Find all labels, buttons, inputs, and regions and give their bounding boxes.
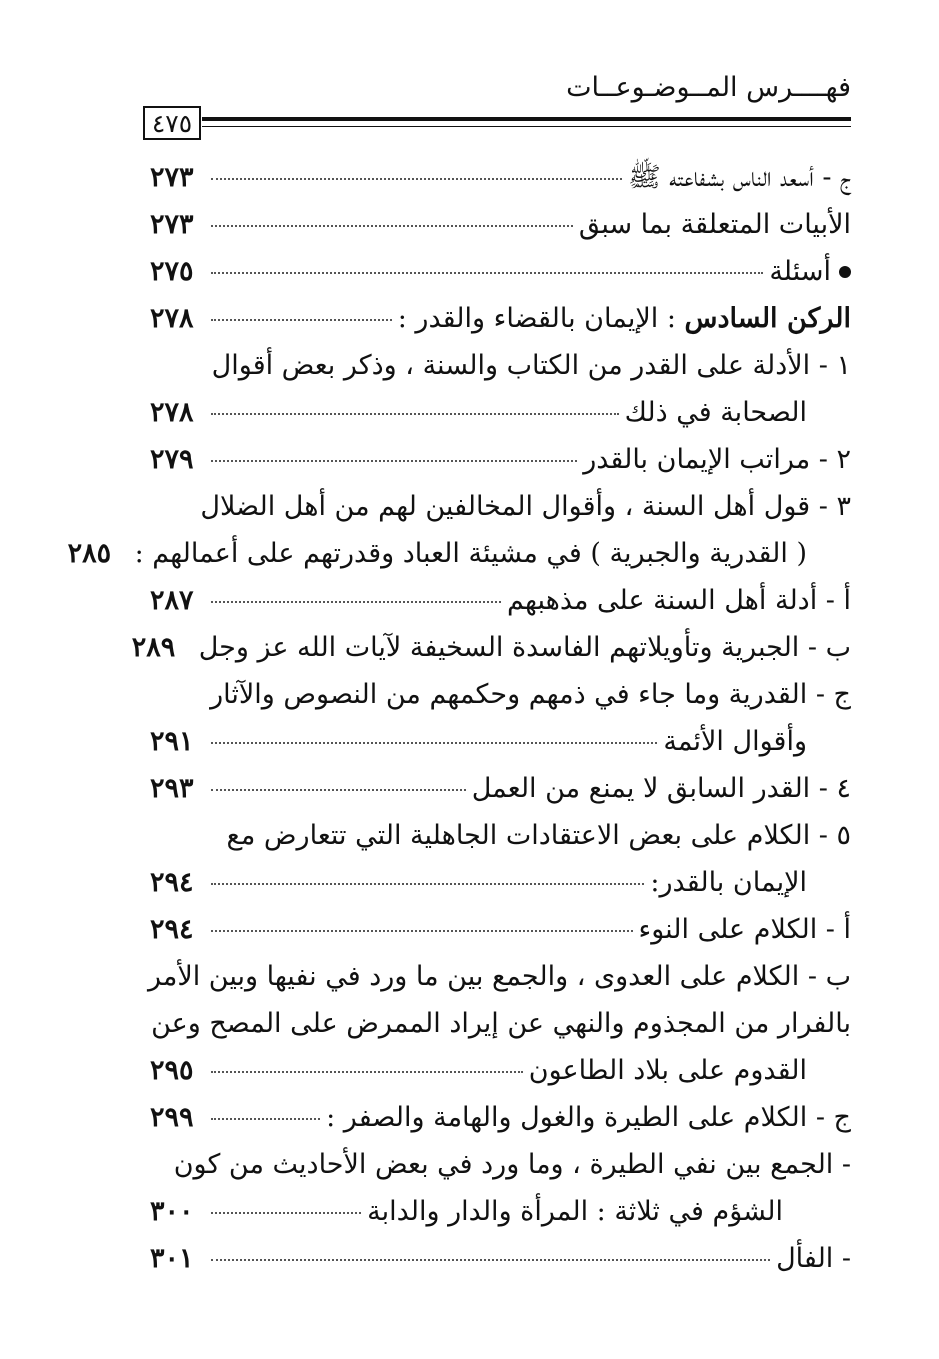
toc-entry <box>150 436 851 483</box>
toc-entry-title <box>769 248 851 295</box>
toc-entry <box>150 577 851 624</box>
toc-entry-text: أسئلة <box>769 256 831 287</box>
toc-entry-row <box>150 389 851 436</box>
toc-entry-text: الإيمان بالقدر: <box>650 867 807 898</box>
dotted-leader <box>211 882 644 885</box>
toc-entry-title <box>776 1235 851 1282</box>
toc-entry-line: ج - القدرية وما جاء في ذمهم وحكمهم من النصوص والآثار <box>210 679 851 710</box>
dotted-leader <box>211 459 577 462</box>
toc-page-number: ٢٧٣ <box>150 162 194 193</box>
toc-entry-row <box>150 436 851 483</box>
toc-entry <box>150 812 851 906</box>
toc-entry-line: ٣ - قول أهل السنة ، وأقوال المخالفين لهم من أهل الضلال <box>200 491 851 522</box>
toc-entry <box>147 953 851 1094</box>
toc-entry-text: ج - الكلام على الطيرة والغول والهامة والصفر : <box>326 1102 851 1133</box>
toc-entry-line: - الجمع بين نفي الطيرة ، وما ورد في بعض الأحاديث من كون <box>173 1149 851 1180</box>
toc-entry-title <box>628 154 851 201</box>
toc-entry-row <box>150 577 851 624</box>
toc-page-number: ٢٨٩ <box>131 632 176 663</box>
toc-entry <box>150 295 851 342</box>
toc-entry-text: - الفأل <box>776 1243 851 1274</box>
toc-entry-title <box>583 436 851 483</box>
toc-entry-text: الشؤم في ثلاثة : المرأة والدار والدابة <box>367 1196 783 1227</box>
toc-entry <box>150 248 851 295</box>
toc-entry-title <box>625 389 851 436</box>
toc-entry-text: ٢ - مراتب الإيمان بالقدر <box>583 444 851 475</box>
toc-entry-title <box>579 201 851 248</box>
toc-entry <box>150 671 851 765</box>
toc-entry <box>150 342 851 436</box>
page-number-box: ٤٧٥ <box>143 106 201 140</box>
toc-entry <box>150 201 851 248</box>
dotted-leader <box>211 412 619 415</box>
toc-entry <box>150 765 851 812</box>
toc-entry-title <box>472 765 851 812</box>
toc-entry-row <box>150 906 851 953</box>
toc-page-number: ٢٧٨ <box>150 303 194 334</box>
toc-entry-row <box>150 248 851 295</box>
toc-entry <box>150 906 851 953</box>
toc-entry <box>67 483 851 577</box>
toc-entry-line: ب - الكلام على العدوى ، والجمع بين ما ورد في نفيها وبين الأمر <box>147 961 851 992</box>
toc-entry <box>131 624 851 671</box>
toc-entry-row <box>150 295 851 342</box>
toc-entry-row <box>150 718 851 765</box>
toc-entry-text: الأبيات المتعلقة بما سبق <box>578 209 851 240</box>
toc-entry-row <box>150 154 851 201</box>
toc-entry-title <box>529 1047 851 1094</box>
toc-entry-row <box>131 624 851 671</box>
toc-entry-title <box>663 718 851 765</box>
dotted-leader <box>211 1070 523 1073</box>
toc-entry-row <box>150 859 851 906</box>
toc-entry-line: ١ - الأدلة على القدر من الكتاب والسنة ، وذكر بعض أقوال <box>211 350 851 381</box>
toc-page-number: ٢٩٥ <box>150 1055 194 1086</box>
dotted-leader <box>211 600 501 603</box>
toc-entry-row <box>150 1235 851 1282</box>
toc-entry-text: أ - أدلة أهل السنة على مذهبهم <box>507 585 851 616</box>
running-header-title: فهــــرس المــوضـوعــات <box>566 72 851 103</box>
toc-entry-title <box>199 624 851 671</box>
header-rule-thick <box>202 117 851 121</box>
toc-entry-title <box>639 906 852 953</box>
toc-entry-bold-prefix: الركن السادس <box>684 303 851 334</box>
toc-entry <box>150 1094 851 1141</box>
toc-entry-text: أ - الكلام على النوء <box>638 914 851 945</box>
dotted-leader <box>211 929 633 932</box>
toc-entry-text: ب - الجبرية وتأويلاتهم الفاسدة السخيفة لآيات الله عز وجل <box>198 632 851 663</box>
toc-entry-row <box>150 765 851 812</box>
toc-page-number: ٢٩٤ <box>150 867 194 898</box>
dotted-leader <box>211 271 763 274</box>
table-of-contents <box>67 154 851 1282</box>
toc-entry-text: الصحابة في ذلك <box>624 397 807 428</box>
toc-page-number: ٢٧٨ <box>150 397 194 428</box>
toc-entry <box>150 1141 851 1235</box>
toc-entry-text: القدوم على بلاد الطاعون <box>528 1055 807 1086</box>
toc-entry-title <box>135 530 851 577</box>
dotted-leader <box>211 224 573 227</box>
toc-entry-text: وأقوال الأئمة <box>663 726 807 757</box>
toc-page-number: ٢٨٥ <box>67 538 112 569</box>
toc-entry-text: ٤ - القدر السابق لا يمنع من العمل <box>471 773 851 804</box>
toc-entry-line: ٥ - الكلام على بعض الاعتقادات الجاهلية التي تتعارض مع <box>226 820 851 851</box>
dotted-leader <box>211 1117 320 1120</box>
toc-entry <box>150 1235 851 1282</box>
toc-entry-row <box>150 201 851 248</box>
toc-entry-row <box>150 1188 851 1235</box>
toc-page-number: ٢٩٩ <box>150 1102 194 1133</box>
toc-entry-row <box>150 1047 851 1094</box>
toc-entry-text: : الإيمان بالقضاء والقدر : <box>397 303 685 334</box>
dotted-leader <box>211 1211 361 1214</box>
dotted-leader <box>211 177 622 180</box>
toc-entry-row <box>67 530 851 577</box>
toc-page-number: ٢٩١ <box>150 726 194 757</box>
toc-entry-line: بالفرار من المجذوم والنهي عن إيراد الممرض على المصح وعن <box>151 1008 851 1039</box>
toc-entry-text: ( القدرية والجبرية ) في مشيئة العباد وقدرتهم على أعمالهم : <box>134 538 807 569</box>
toc-page-number: ٣٠٠ <box>150 1196 194 1227</box>
toc-entry-title <box>507 577 851 624</box>
bullet-icon <box>839 266 851 278</box>
header-rule-thin <box>202 126 851 127</box>
toc-entry-title <box>367 1188 851 1235</box>
toc-entry-text: ج - أسعد الناس بشفاعته ﷺ <box>628 162 851 193</box>
toc-page-number: ٢٩٤ <box>150 914 194 945</box>
dotted-leader <box>211 788 466 791</box>
toc-entry <box>150 154 851 201</box>
toc-page-number: ٢٨٧ <box>150 585 194 616</box>
toc-page-number: ٢٧٣ <box>150 209 194 240</box>
dotted-leader <box>211 1258 770 1261</box>
dotted-leader <box>211 318 392 321</box>
toc-entry-row <box>150 1094 851 1141</box>
toc-page-number: ٢٧٩ <box>150 444 194 475</box>
toc-page-number: ٣٠١ <box>150 1243 194 1274</box>
toc-entry-title <box>398 295 851 342</box>
toc-page-number: ٢٧٥ <box>150 256 194 287</box>
toc-page-number: ٢٩٣ <box>150 773 194 804</box>
toc-entry-title <box>326 1094 851 1141</box>
toc-entry-title <box>650 859 851 906</box>
dotted-leader <box>211 741 657 744</box>
